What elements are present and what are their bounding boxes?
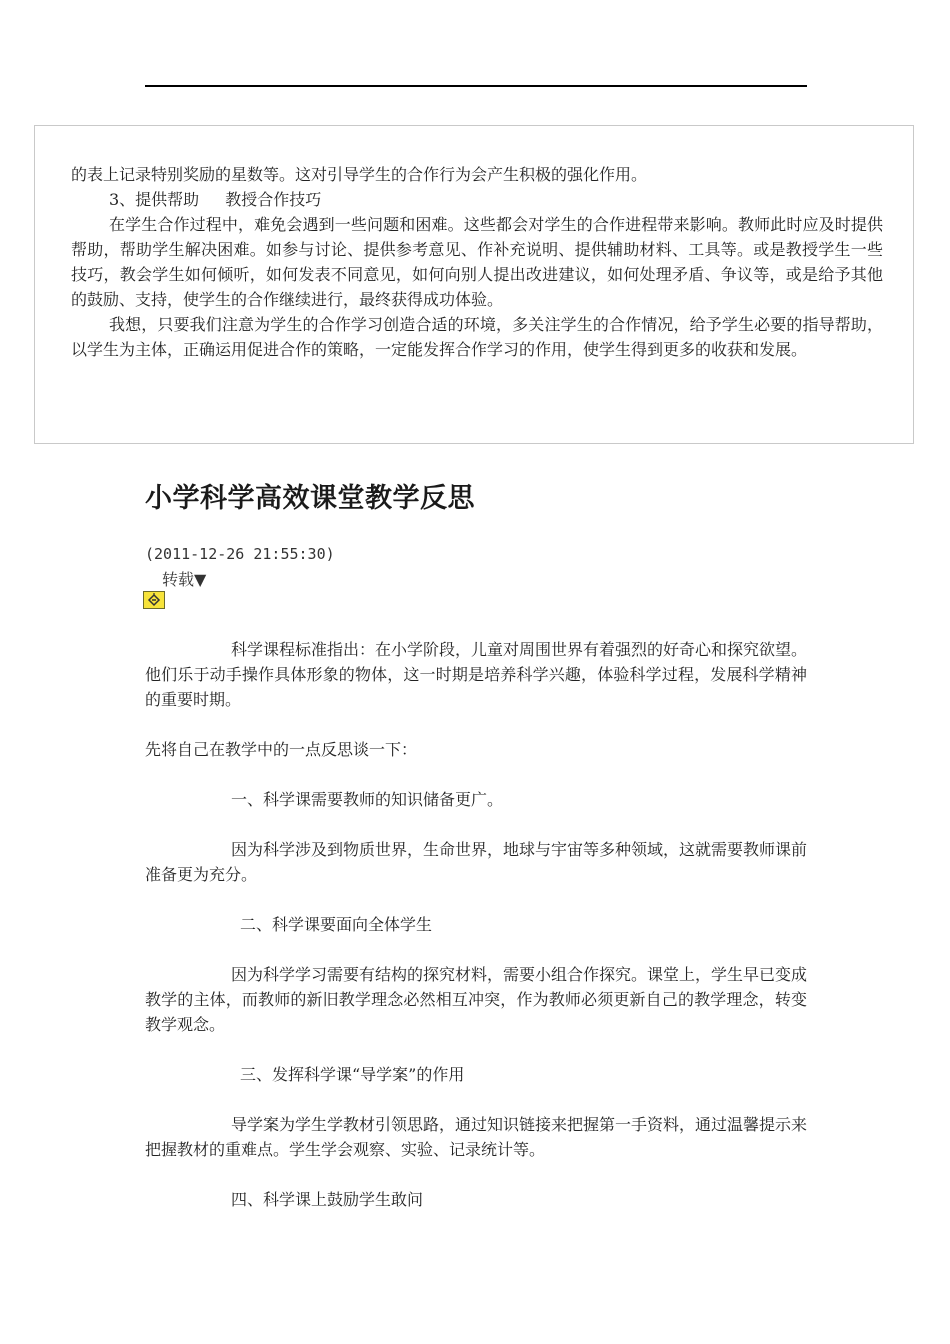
paragraph: 在学生合作过程中，难免会遇到一些问题和困难。这些都会对学生的合作进程带来影响。教师此时应及时提供帮助，帮助学生解决困难。如参与讨论、提供参考意见、作补充说明、提供辅助材料、工具等。或是教授学生一些技巧，教会学生如何倾听，如何发表不同意见，如何向别人提出改进建议，如何处理矛盾、争议等，或是给予其他的鼓励、支持，使学生的合作继续进行，最终获得成功体验。	[71, 215, 883, 309]
paragraph: 的表上记录特别奖励的星数等。这对引导学生的合作行为会产生积极的强化作用。	[71, 165, 648, 184]
section-heading	[71, 187, 883, 212]
article-timestamp: (2011-12-26 21:55:30)	[145, 545, 335, 563]
article-title: 小学科学高效课堂教学反思	[145, 483, 475, 514]
paragraph: 我想，只要我们注意为学生的合作学习创造合适的环境，多关注学生的合作情况，给予学生必要的指导帮助，以学生为主体，正确运用促进合作的策略，一定能发挥合作学习的作用，使学生得到更多的收获和发展。	[71, 315, 883, 359]
section-heading: 四、科学课上鼓励学生敢问	[231, 1190, 424, 1209]
paragraph: 因为科学涉及到物质世界，生命世界，地球与宇宙等多种领域，这就需要教师课前准备更为充分。	[145, 840, 808, 884]
paragraph: 因为科学学习需要有结构的探究材料，需要小组合作探究。课堂上，学生早已变成教学的主体，而教师的新旧教学理念必然相互冲突，作为教师必须更新自己的教学理念，转变教学观念。	[145, 965, 808, 1034]
paragraph: 导学案为学生学教材引领思路，通过知识链接来把握第一手资料，通过温馨提示来把握教材的重难点。学生学会观察、实验、记录统计等。	[145, 1115, 808, 1159]
section-heading: 一、科学课需要教师的知识储备更广。	[231, 790, 504, 809]
share-icon[interactable]	[143, 591, 165, 609]
section-heading: 三、发挥科学课“导学案”的作用	[240, 1065, 465, 1084]
paragraph: 科学课程标准指出：在小学阶段，儿童对周围世界有着强烈的好奇心和探究欲望。他们乐于动手操作具体形象的物体，这一时期是培养科学兴趣，体验科学过程，发展科学精神的重要时期。	[145, 640, 808, 709]
header-rule	[145, 85, 807, 87]
article-body	[145, 637, 807, 1212]
section-heading-text: 教授合作技巧	[225, 190, 322, 209]
previous-article-excerpt	[34, 125, 914, 444]
previous-article-body	[71, 162, 883, 362]
section-heading: 二、科学课要面向全体学生	[240, 915, 433, 934]
repost-dropdown[interactable]: 转载▼	[162, 570, 207, 589]
section-heading-number: 3、提供帮助	[109, 190, 200, 209]
paragraph: 先将自己在教学中的一点反思谈一下：	[145, 740, 418, 759]
